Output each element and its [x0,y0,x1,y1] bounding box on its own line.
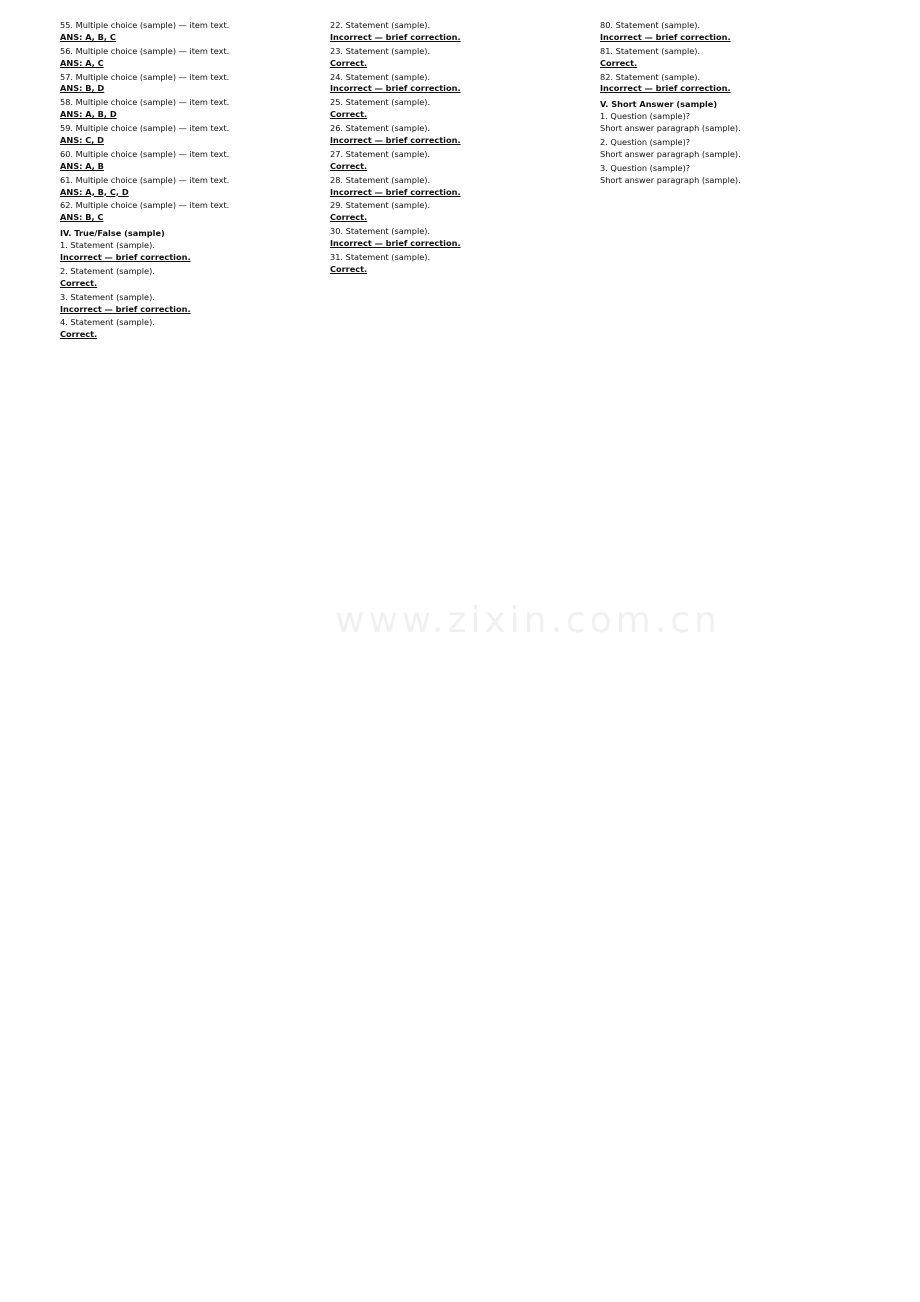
answer: ANS: A, B, C, D [60,186,129,197]
answer: ANS: B, D [60,83,105,94]
statement: 82. Statement (sample). [600,71,701,82]
statement: 80. Statement (sample). [600,20,701,30]
question: 57. Multiple choice (sample) — item text. [60,71,230,82]
short-item [600,163,860,187]
question: 60. Multiple choice (sample) — item text. [60,148,230,159]
short-answer-list [600,111,860,186]
tf-item [60,317,320,341]
tf-item [600,72,860,96]
tf-item [60,240,320,264]
section-title: V. Short Answer (sample) [600,99,718,110]
tf-item [600,20,860,44]
tf-item [330,20,590,44]
judgement: Incorrect — brief correction. [60,252,191,263]
statement: 27. Statement (sample). [330,148,431,159]
statement: 28. Statement (sample). [330,174,431,185]
answer: ANS: A, B [60,160,104,171]
mcq-item [60,46,320,70]
statement: 1. Statement (sample). [60,240,155,251]
mcq-item [60,97,320,121]
statement: 26. Statement (sample). [330,123,431,134]
statement: 4. Statement (sample). [60,317,155,328]
judgement: Incorrect — brief correction. [330,186,461,197]
judgement: Correct. [330,263,368,274]
answer: ANS: A, B, C [60,31,116,42]
tf-item [330,123,590,147]
tf-list [600,20,860,95]
tf-item [330,175,590,199]
judgement: Incorrect — brief correction. [330,135,461,146]
tf-item [330,72,590,96]
question: 1. Question (sample)? [600,111,691,122]
statement: 2. Statement (sample). [60,265,155,276]
statement: 23. Statement (sample). [330,45,431,56]
mcq-list [60,20,320,224]
judgement: Incorrect — brief correction. [330,31,461,42]
question: 61. Multiple choice (sample) — item text. [60,174,230,185]
tf-item [330,46,590,70]
column-2 [330,20,590,1282]
judgement: Correct. [600,57,638,68]
mcq-item [60,72,320,96]
question: 55. Multiple choice (sample) — item text. [60,20,230,30]
judgement: Incorrect — brief correction. [330,238,461,249]
tf-item [600,46,860,70]
answer: ANS: B, C [60,212,104,223]
answer: ANS: A, C [60,57,104,68]
tf-item [60,266,320,290]
statement: 22. Statement (sample). [330,20,431,30]
judgement: Correct. [60,329,98,340]
tf-item [330,226,590,250]
answer: ANS: C, D [60,135,104,146]
answer: Short answer paragraph (sample). [600,123,741,134]
statement: 25. Statement (sample). [330,97,431,108]
column-1 [60,20,320,1282]
short-item [600,137,860,161]
judgement: Incorrect — brief correction. [600,83,731,94]
column-3 [600,20,860,1282]
tf-item [60,292,320,316]
answer: ANS: A, B, D [60,109,117,120]
mcq-item [60,200,320,224]
question: 3. Question (sample)? [600,162,691,173]
mcq-item [60,175,320,199]
judgement: Correct. [60,277,98,288]
question: 56. Multiple choice (sample) — item text. [60,45,230,56]
tf-list [330,20,590,276]
statement: 81. Statement (sample). [600,45,701,56]
answer: Short answer paragraph (sample). [600,174,741,185]
question: 62. Multiple choice (sample) — item text. [60,200,230,211]
judgement: Incorrect — brief correction. [60,303,191,314]
tf-item [330,149,590,173]
statement: 3. Statement (sample). [60,291,155,302]
question: 2. Question (sample)? [600,137,691,148]
statement: 29. Statement (sample). [330,200,431,211]
mcq-item [60,149,320,173]
mcq-item [60,20,320,44]
short-item [600,111,860,135]
tf-item [330,252,590,276]
judgement: Correct. [330,160,368,171]
judgement: Correct. [330,212,368,223]
question: 59. Multiple choice (sample) — item text. [60,123,230,134]
tf-item [330,200,590,224]
statement: 30. Statement (sample). [330,226,431,237]
question: 58. Multiple choice (sample) — item text. [60,97,230,108]
tf-list [60,240,320,341]
section-title: IV. True/False (sample) [60,228,165,239]
tf-item [330,97,590,121]
statement: 24. Statement (sample). [330,71,431,82]
judgement: Incorrect — brief correction. [330,83,461,94]
judgement: Incorrect — brief correction. [600,31,731,42]
judgement: Correct. [330,57,368,68]
page [60,20,860,1282]
watermark: www.zixin.com.cn [335,600,721,641]
answer: Short answer paragraph (sample). [600,148,741,159]
statement: 31. Statement (sample). [330,252,431,263]
judgement: Correct. [330,109,368,120]
mcq-item [60,123,320,147]
